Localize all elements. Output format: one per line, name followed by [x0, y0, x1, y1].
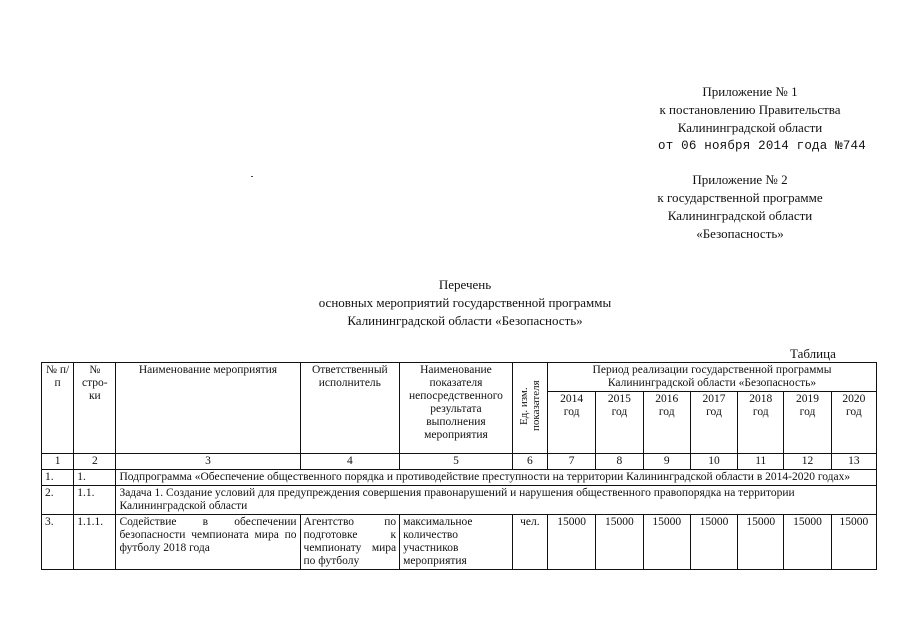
subprogram-text: Подпрограмма «Обеспечение общественного порядка и противодействие преступности на территории Калининградской области в 2014-2020 годах» [116, 470, 877, 486]
measure-value-2015: 15000 [596, 515, 643, 570]
header-row [42, 363, 877, 392]
measure-value-2020: 15000 [831, 515, 876, 570]
measure-name: Содействие в обеспечении безопасности чемпионата мира по футболу 2018 года [116, 515, 300, 570]
measures-table [41, 362, 877, 570]
measure-value-2018: 15000 [738, 515, 784, 570]
measure-value-2017: 15000 [690, 515, 737, 570]
row-num: 3. [42, 515, 74, 570]
header-measure-name: Наименование мероприятия [116, 363, 300, 454]
header-year-2019: 2019 год [784, 392, 831, 454]
appendix-2-line2: к государственной программе [657, 190, 823, 205]
header-period: Период реализации государственной программы Калининградской области «Безопасность» [548, 363, 877, 392]
header-unit-cell [512, 363, 547, 454]
col-number: 6 [512, 454, 547, 470]
header-indicator: Наименование показателя непосредственного результата выполнения мероприятия [400, 363, 513, 454]
header-year-2014: 2014 год [548, 392, 596, 454]
col-number: 13 [831, 454, 876, 470]
col-number: 4 [300, 454, 400, 470]
col-number: 2 [74, 454, 116, 470]
col-number: 5 [400, 454, 513, 470]
header-year-2015: 2015 год [596, 392, 643, 454]
header-year-2016: 2016 год [643, 392, 690, 454]
col-number: 11 [738, 454, 784, 470]
header-unit: Ед. изм. показателя [517, 380, 542, 432]
header-executor: Ответственный исполнитель [300, 363, 400, 454]
measure-value-2014: 15000 [548, 515, 596, 570]
header-num: № п/п [42, 363, 74, 454]
col-number: 9 [643, 454, 690, 470]
appendix-2-title: Приложение № 2 [692, 172, 788, 187]
header-year-2017: 2017 год [690, 392, 737, 454]
scan-speck [251, 176, 253, 177]
appendix-2-block [615, 171, 865, 243]
col-number: 7 [548, 454, 596, 470]
table-row-measure [42, 515, 877, 570]
appendix-1-block [600, 83, 900, 155]
appendix-1-line2: к постановлению Правительства [659, 102, 841, 117]
col-number: 10 [690, 454, 737, 470]
measure-indicator: максимальное количество участников мероприятия [400, 515, 513, 570]
header-year-2020: 2020 год [831, 392, 876, 454]
measure-value-2016: 15000 [643, 515, 690, 570]
column-numbers-row [42, 454, 877, 470]
task-text: Задача 1. Создание условий для предупреждения совершения правонарушений и нарушения общественного правопорядка на территории Калининградской области [116, 486, 877, 515]
table-row-subprogram [42, 470, 877, 486]
document-title [240, 276, 690, 330]
appendix-1-date: от 06 ноября 2014 года №744 [658, 139, 866, 153]
measure-unit: чел. [512, 515, 547, 570]
appendix-2-line3: Калининградской области [667, 208, 813, 223]
document-title-line1: Перечень [438, 277, 492, 292]
header-year-2018: 2018 год [738, 392, 784, 454]
col-number: 1 [42, 454, 74, 470]
col-number: 12 [784, 454, 831, 470]
row-line-num: 1.1.1. [74, 515, 116, 570]
table-row-task [42, 486, 877, 515]
col-number: 8 [596, 454, 643, 470]
row-num: 2. [42, 486, 74, 515]
header-row-num: № стро-ки [74, 363, 116, 454]
col-number: 3 [116, 454, 300, 470]
appendix-2-line4: «Безопасность» [696, 226, 784, 241]
row-line-num: 1. [74, 470, 116, 486]
document-title-line3: Калининградской области «Безопасность» [347, 313, 583, 328]
appendix-1-line3: Калининградской области [677, 120, 823, 135]
measure-executor: Агентство по подготовке к чемпионату мира по футболу [300, 515, 400, 570]
document-title-line2: основных мероприятий государственной программы [318, 295, 612, 310]
appendix-1-title: Приложение № 1 [702, 84, 798, 99]
measure-value-2019: 15000 [784, 515, 831, 570]
row-num: 1. [42, 470, 74, 486]
table-label: Таблица [790, 346, 836, 361]
row-line-num: 1.1. [74, 486, 116, 515]
